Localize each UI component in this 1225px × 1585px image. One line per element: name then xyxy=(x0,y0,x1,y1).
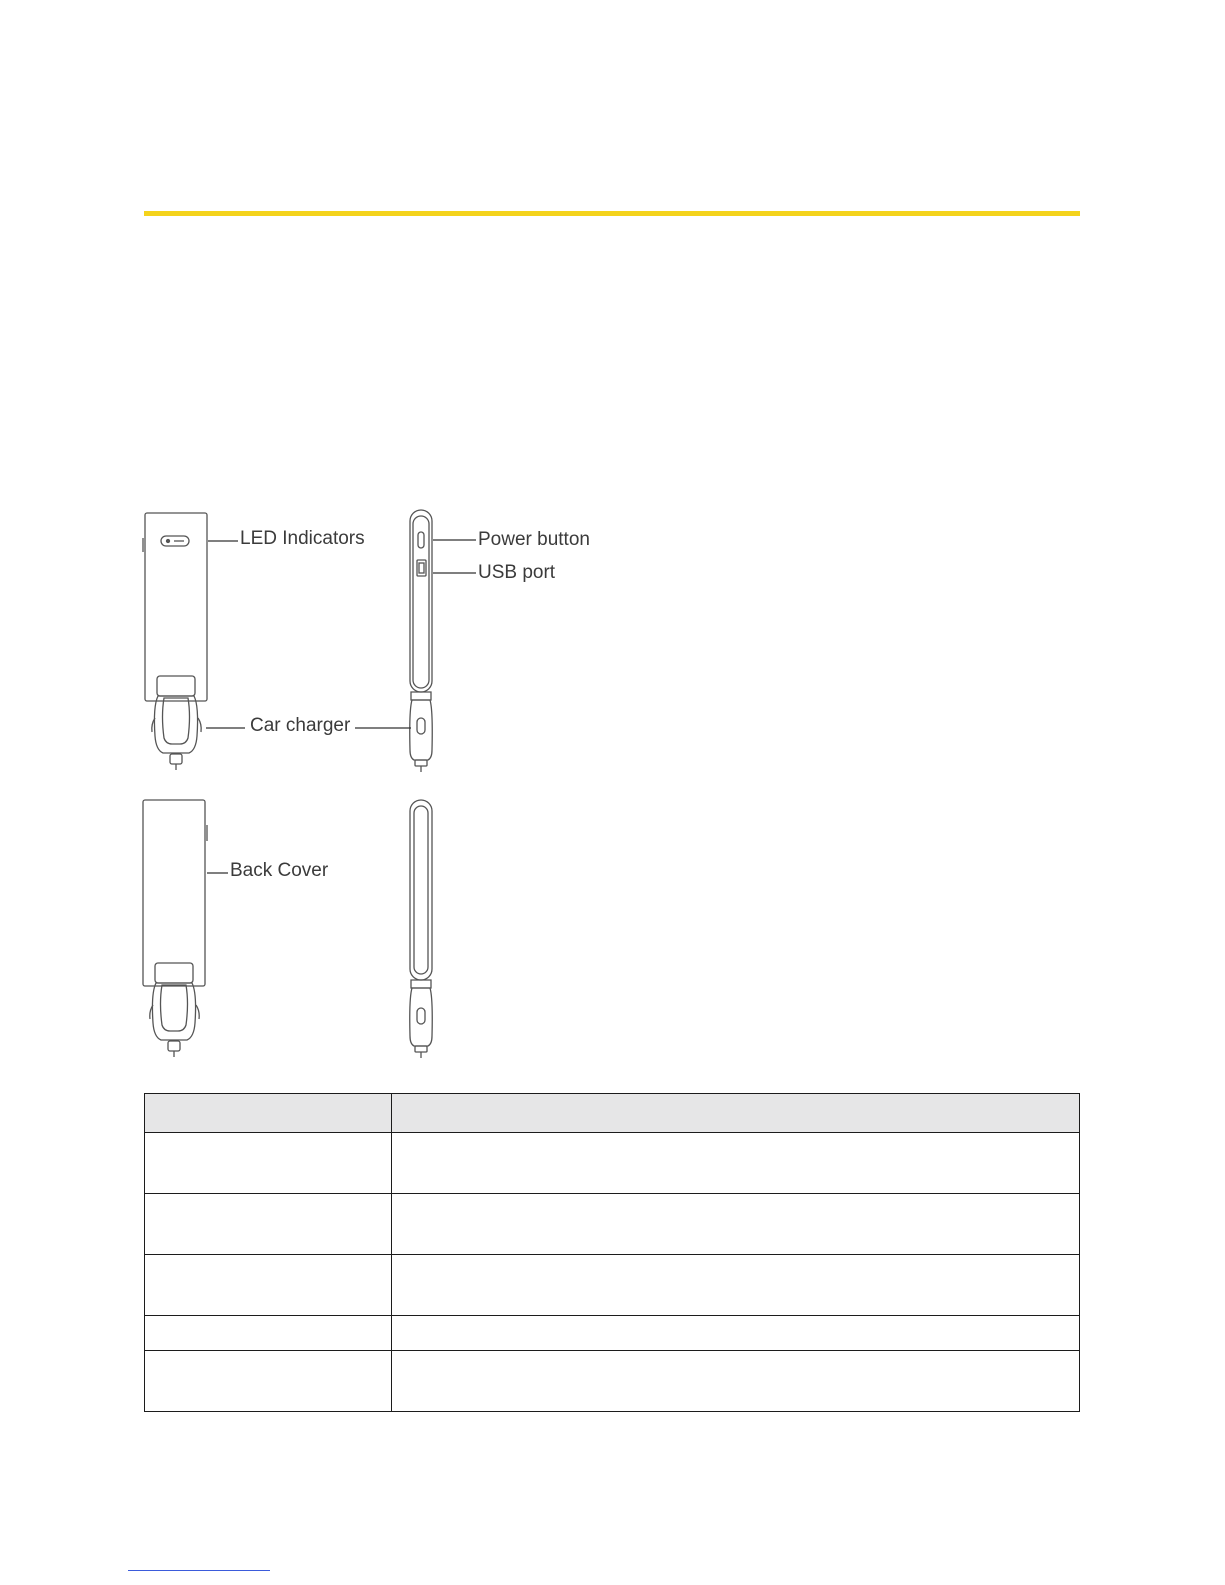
callout-back-cover: Back Cover xyxy=(230,860,329,881)
table-cell xyxy=(392,1255,1080,1316)
front-view-device xyxy=(143,513,207,770)
section-divider xyxy=(144,211,1080,216)
table-header-row xyxy=(145,1094,1080,1133)
callout-usb-port: USB port xyxy=(478,562,556,583)
table-row xyxy=(145,1133,1080,1194)
table-cell xyxy=(145,1133,392,1194)
table-cell xyxy=(392,1194,1080,1255)
callout-car-charger: Car charger xyxy=(250,715,351,736)
table-row xyxy=(145,1316,1080,1351)
callout-led-indicators: LED Indicators xyxy=(240,528,365,549)
table-cell xyxy=(392,1351,1080,1412)
device-drawing xyxy=(140,500,760,1080)
footer-link-underline[interactable] xyxy=(128,1570,270,1571)
spec-table xyxy=(144,1093,1080,1412)
back-view-device xyxy=(143,800,207,1057)
table-cell xyxy=(392,1316,1080,1351)
table-header-cell xyxy=(145,1094,392,1133)
table-cell xyxy=(145,1316,392,1351)
table-row xyxy=(145,1351,1080,1412)
table-cell xyxy=(145,1194,392,1255)
table-cell xyxy=(145,1255,392,1316)
table-row xyxy=(145,1194,1080,1255)
side-view-device-back xyxy=(410,800,433,1058)
callout-leaders xyxy=(206,540,476,873)
callout-power-button: Power button xyxy=(478,529,590,550)
device-illustration xyxy=(140,500,760,1080)
table-row xyxy=(145,1255,1080,1316)
side-view-device xyxy=(410,510,433,772)
table-cell xyxy=(392,1133,1080,1194)
table-cell xyxy=(145,1351,392,1412)
table-header-cell xyxy=(392,1094,1080,1133)
